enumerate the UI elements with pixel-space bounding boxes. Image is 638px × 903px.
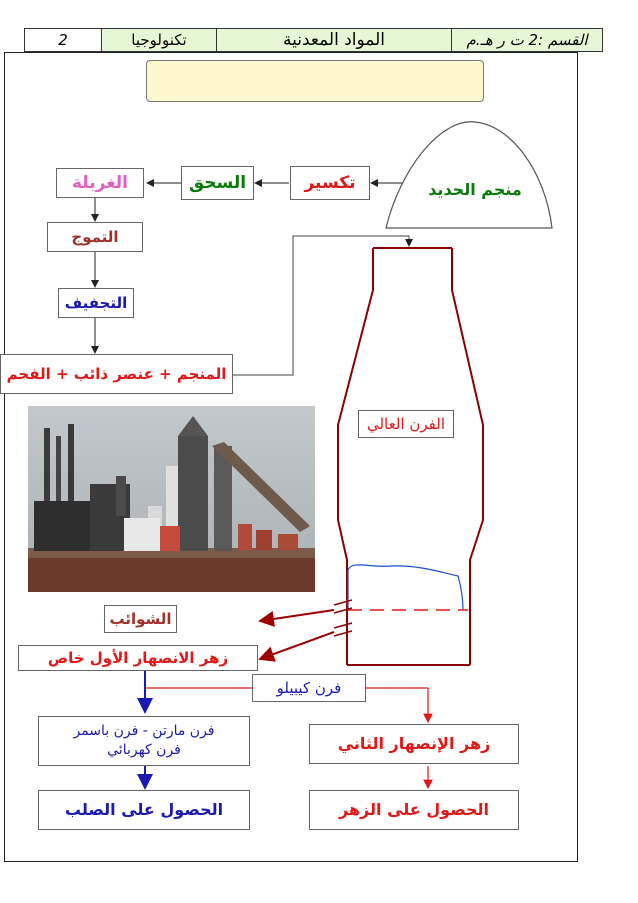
iron-tap-lower: [334, 631, 352, 636]
iron-mine-heap: [386, 122, 552, 228]
arrow-to-slag: [260, 610, 334, 621]
steel-plant-photo: [28, 406, 315, 592]
second-cast-iron-text: زهر الإنصهار الثاني: [337, 734, 491, 753]
slag-text: الشوائب: [109, 610, 172, 628]
grinding-box: [181, 166, 254, 200]
arrow-to-first-cast-iron: [260, 632, 334, 659]
steel-furnaces-line-1: فرن مارتن - فرن باسمر: [73, 723, 215, 739]
molten-surface: [348, 565, 463, 610]
get-cast-iron-text: الحصول على الزهر: [339, 800, 489, 819]
blast-furnace-right-wall: [452, 248, 483, 665]
second-cast-iron-box: [309, 724, 519, 764]
get-cast-iron-box: [309, 790, 519, 830]
iron-mine-label: [420, 180, 530, 199]
get-steel-text: الحصول على الصلب: [64, 800, 224, 819]
charge-feed-line: [233, 236, 409, 375]
cupola-text: فرن كيبيلو: [276, 679, 342, 697]
slag-tap-upper: [334, 600, 352, 605]
steel-furnaces-line-2: فرن كهربائي: [107, 742, 181, 758]
first-cast-iron-box: [18, 645, 258, 671]
cupola-box: [252, 674, 366, 702]
slag-box: [104, 605, 177, 633]
blast-furnace-text: الفرن العالي: [366, 415, 445, 433]
crushing-box: [290, 166, 370, 200]
charge-text: المنجم + عنصر ذائب + الفحم: [6, 365, 227, 383]
iron-tap-upper: [334, 623, 352, 628]
charge-box: [0, 354, 233, 394]
sieving-box: [56, 168, 144, 198]
blast-furnace-label: [358, 410, 454, 438]
section-label: القسم :2 ت ر هـ.م: [466, 31, 588, 49]
page-title: المواد المعدنية: [282, 30, 386, 50]
sieving-text: الغربلة: [71, 173, 128, 193]
drying-text: التجفيف: [64, 294, 128, 312]
drying-box: [58, 288, 134, 318]
waving-text: التموج: [71, 228, 119, 246]
grinding-text: السحق: [188, 173, 247, 193]
page-number: 2: [58, 31, 68, 49]
steel-plant-illustration: [28, 406, 315, 592]
first-cast-iron-text: زهر الانصهار الأول خاص: [47, 649, 229, 667]
subject: تكنولوجيا: [131, 31, 187, 49]
crushing-text: تكسير: [304, 173, 356, 193]
get-steel-box: [38, 790, 250, 830]
steel-furnaces-box: [38, 716, 250, 766]
waving-box: [47, 222, 143, 252]
iron-mine-text: منجم الحديد: [428, 180, 522, 199]
